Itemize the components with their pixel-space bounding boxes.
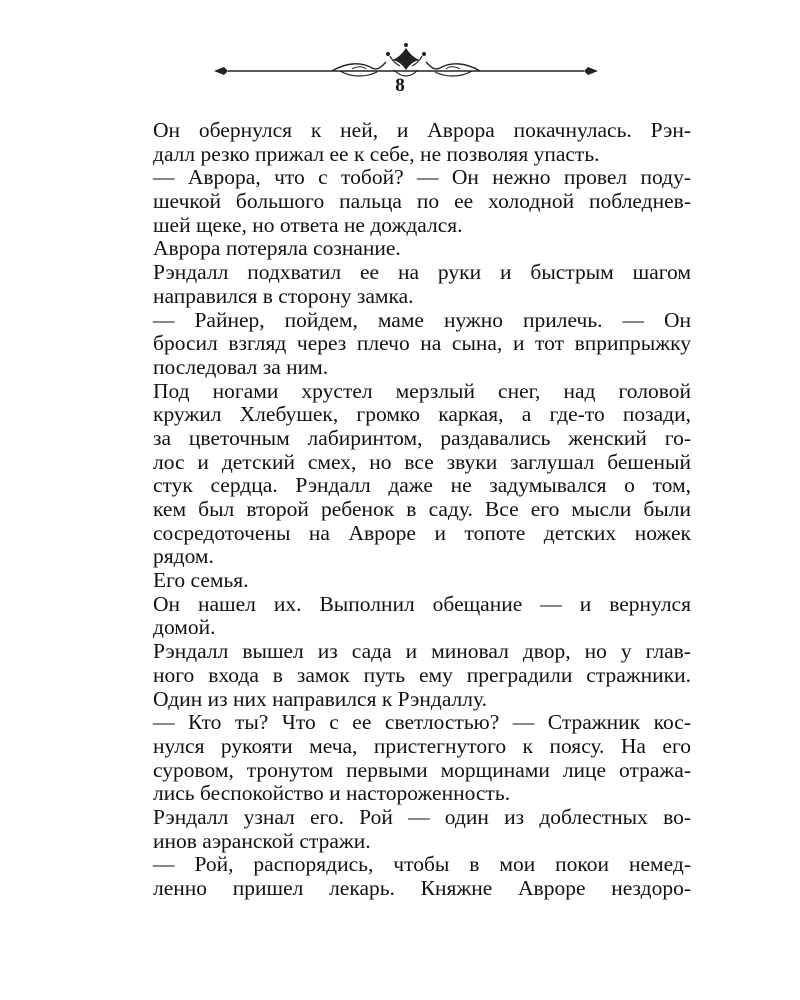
text-line: — Кто ты? Что с ее светлостью? — Стражник кос- (153, 710, 691, 735)
text-line: Под ногами хрустел мерзлый снег, над головой (153, 378, 691, 403)
text-line: далл резко прижал ее к себе, не позволяя упасть. (153, 141, 600, 166)
text-line: Рэндалл вышел из сада и миновал двор, но у глав- (153, 639, 691, 664)
paragraph (153, 119, 691, 166)
paragraph (153, 569, 691, 593)
text-line: Один из них направился к Рэндаллу. (153, 686, 487, 711)
text-line: стук сердца. Рэндалл даже не задумывался о том, (153, 473, 691, 498)
paragraph (153, 380, 691, 570)
text-line: бросил взгляд через плечо на сына, и тот вприпрыжку (153, 331, 691, 356)
text-line: домой. (153, 615, 216, 640)
text-line: Его семья. (153, 568, 249, 593)
text-line: кем был второй ребенок в саду. Все его мысли были (153, 497, 691, 521)
text-line: шечкой большого пальца по ее холодной побледнев- (153, 189, 691, 214)
paragraph (153, 711, 691, 806)
text-line: — Аврора, что с тобой? — Он нежно провел поду- (153, 165, 691, 190)
text-line: Он обернулся к ней, и Аврора покачнулась. Рэн- (153, 118, 691, 142)
text-line: нулся рукояти меча, пристегнутого к поясу. На его (153, 733, 691, 758)
text-line: рядом. (153, 544, 214, 569)
text-line: инов аэранской стражи. (153, 828, 371, 853)
text-line: направился в сторону замка. (153, 283, 414, 308)
paragraph (153, 640, 691, 711)
book-text (153, 119, 691, 901)
text-line: шей щеке, но ответа не дождался. (153, 212, 463, 237)
paragraph (153, 806, 691, 853)
paragraph (153, 853, 691, 900)
text-line: ного входа в замок путь ему преградили стражники. (153, 662, 691, 687)
text-line: лос и детский смех, но все звуки заглушал бешеный (153, 449, 691, 474)
text-line: Он нашел их. Выполнил обещание — и вернулся (153, 591, 691, 616)
text-line: — Рой, распорядись, чтобы в мои покои немед- (153, 852, 691, 877)
paragraph (153, 593, 691, 640)
paragraph (153, 237, 691, 261)
text-line: Аврора потеряла сознание. (153, 236, 401, 261)
text-line: лись беспокойство и настороженность. (153, 781, 510, 806)
text-line: ленно пришел лекарь. Княжне Авроре нездоро- (153, 876, 691, 900)
text-line: суровом, тронутом первыми морщинами лице отража- (153, 757, 691, 782)
text-line: — Райнер, пойдем, маме нужно прилечь. — Он (153, 307, 691, 332)
paragraph (153, 309, 691, 380)
text-line: Рэндалл подхватил ее на руки и быстрым шагом (153, 260, 691, 285)
page-number: 8 (395, 75, 405, 96)
text-line: кружил Хлебушек, громко каркая, а где-то позади, (153, 402, 691, 427)
paragraph (153, 166, 691, 237)
text-line: Рэндалл узнал его. Рой — один из доблестных во- (153, 804, 691, 829)
text-line: последовал за ним. (153, 354, 329, 379)
text-line: сосредоточены на Авроре и топоте детских ножек (153, 520, 691, 545)
text-line: за цветочным лабиринтом, раздавались женский го- (153, 425, 691, 450)
paragraph (153, 261, 691, 308)
